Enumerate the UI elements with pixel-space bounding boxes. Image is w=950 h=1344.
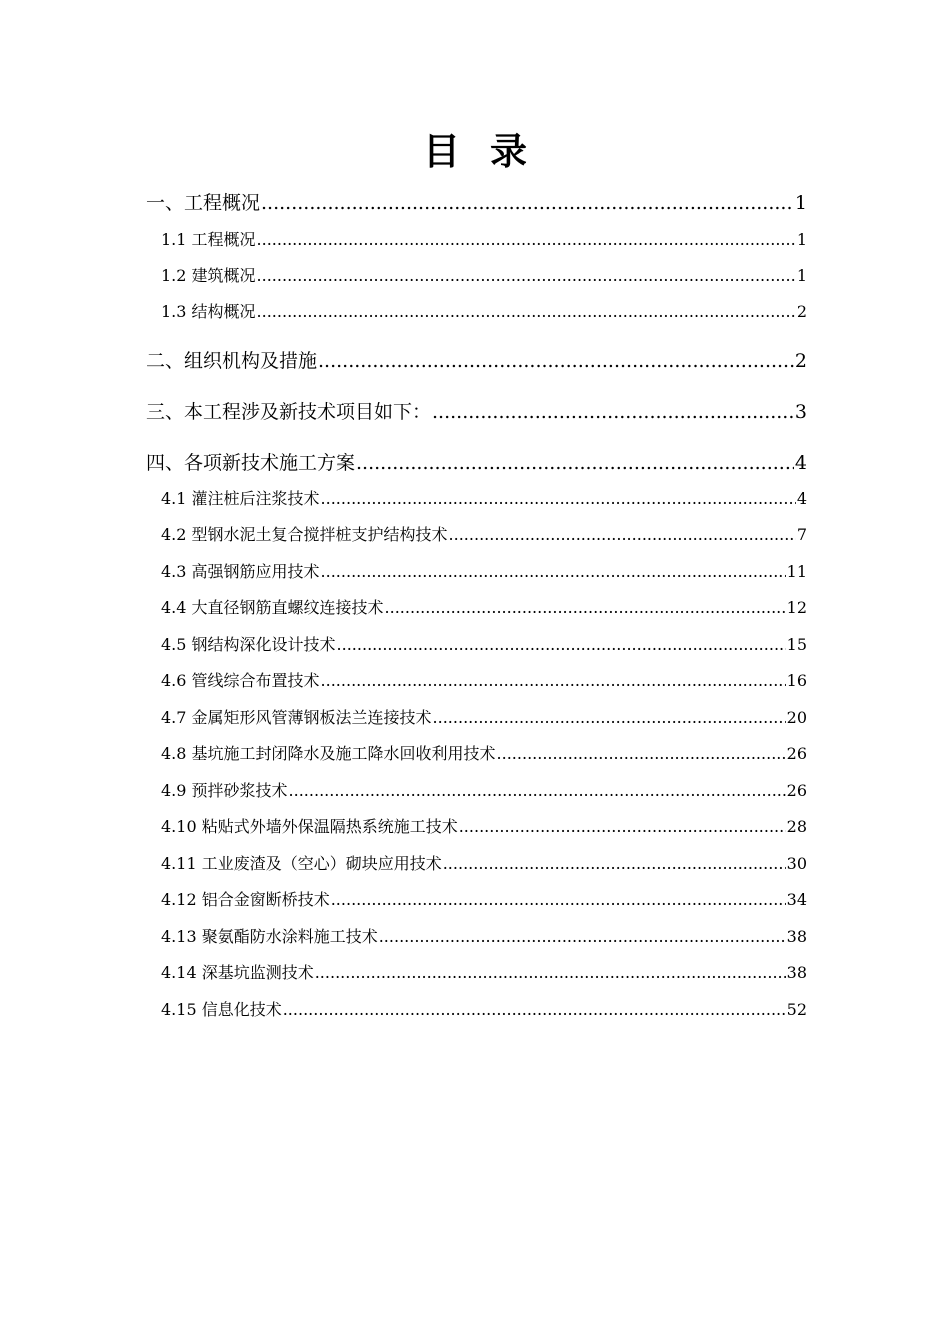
toc-entry-label: 1.3 结构概况 <box>161 302 256 321</box>
toc-entry-page: 38 <box>786 963 807 982</box>
toc-leader-dots <box>379 927 786 946</box>
toc-entry-label: 三、本工程涉及新技术项目如下： <box>146 401 432 423</box>
title-char-1: 目 <box>423 130 460 173</box>
toc-entry-page: 30 <box>786 854 807 873</box>
toc-leader-dots <box>331 890 786 909</box>
toc-leader-dots <box>497 744 786 763</box>
toc-leader-dots <box>443 854 786 873</box>
toc-entry[interactable] <box>146 188 807 218</box>
toc-entry-page: 4 <box>794 452 807 474</box>
toc-entry-page: 26 <box>786 744 807 763</box>
toc-entry-page: 34 <box>786 890 807 909</box>
toc-entry-label: 4.3 高强钢筋应用技术 <box>161 562 320 581</box>
toc-entry-label: 4.11 工业废渣及（空心）砌块应用技术 <box>161 854 442 873</box>
toc-entry[interactable] <box>161 486 807 510</box>
toc-entry-page: 2 <box>794 350 807 372</box>
toc-entry-page: 4 <box>796 489 807 508</box>
toc-leader-dots <box>321 671 786 690</box>
toc-entry-label: 二、组织机构及措施 <box>146 350 318 372</box>
toc-leader-dots <box>337 635 786 654</box>
toc-entry-page: 1 <box>796 266 807 285</box>
toc-entry[interactable] <box>161 227 807 251</box>
toc-leader-dots <box>257 266 796 285</box>
toc-entry-label: 4.13 聚氨酯防水涂料施工技术 <box>161 927 378 946</box>
toc-entry-label: 1.2 建筑概况 <box>161 266 256 285</box>
toc-entry[interactable] <box>161 960 807 984</box>
toc-entry-label: 4.9 预拌砂浆技术 <box>161 781 288 800</box>
toc-entry-page: 2 <box>796 302 807 321</box>
toc-entry-page: 20 <box>786 708 807 727</box>
toc-entry-page: 52 <box>786 1000 807 1019</box>
toc-entry[interactable] <box>161 632 807 656</box>
toc-entry[interactable] <box>146 397 807 427</box>
toc-leader-dots <box>459 817 786 836</box>
toc-entry-page: 7 <box>796 525 807 544</box>
toc-leader-dots <box>315 963 786 982</box>
toc-entry-label: 一、工程概况 <box>146 192 261 214</box>
toc-leader-dots <box>432 401 794 423</box>
toc-entry[interactable] <box>161 522 807 546</box>
toc-entry[interactable] <box>146 448 807 478</box>
toc-entry[interactable] <box>161 887 807 911</box>
toc-leader-dots <box>433 708 786 727</box>
toc-entry[interactable] <box>161 851 807 875</box>
toc-entry-page: 1 <box>794 192 807 214</box>
toc-leader-dots <box>289 781 786 800</box>
toc-entry[interactable] <box>161 814 807 838</box>
toc-entry[interactable] <box>161 778 807 802</box>
toc-entry-label: 4.1 灌注桩后注浆技术 <box>161 489 320 508</box>
toc-entry-label: 4.10 粘贴式外墙外保温隔热系统施工技术 <box>161 817 458 836</box>
toc-entry-label: 4.8 基坑施工封闭降水及施工降水回收利用技术 <box>161 744 496 763</box>
toc-entry[interactable] <box>161 559 807 583</box>
toc-entry-label: 4.6 管线综合布置技术 <box>161 671 320 690</box>
toc-entry[interactable] <box>161 997 807 1021</box>
toc-leader-dots <box>449 525 796 544</box>
toc-entry[interactable] <box>161 741 807 765</box>
toc-entry-label: 4.15 信息化技术 <box>161 1000 282 1019</box>
toc-entry-page: 12 <box>786 598 807 617</box>
toc-entry[interactable] <box>161 595 807 619</box>
toc-entry-page: 26 <box>786 781 807 800</box>
toc-entry-label: 4.4 大直径钢筋直螺纹连接技术 <box>161 598 384 617</box>
toc-entry[interactable] <box>161 299 807 323</box>
toc-entry[interactable] <box>146 346 807 376</box>
toc-entry-page: 38 <box>786 927 807 946</box>
toc-entry-page: 15 <box>786 635 807 654</box>
toc-entry-page: 1 <box>796 230 807 249</box>
toc-entry-page: 16 <box>786 671 807 690</box>
toc-entry-label: 4.5 钢结构深化设计技术 <box>161 635 336 654</box>
toc-leader-dots <box>283 1000 786 1019</box>
toc-entry-label: 4.14 深基坑监测技术 <box>161 963 314 982</box>
toc-entry-label: 4.2 型钢水泥土复合搅拌桩支护结构技术 <box>161 525 448 544</box>
title-char-2: 录 <box>490 130 527 173</box>
toc-entry[interactable] <box>161 924 807 948</box>
toc-leader-dots <box>385 598 786 617</box>
toc-leader-dots <box>321 489 796 508</box>
toc-entry-label: 4.7 金属矩形风管薄钢板法兰连接技术 <box>161 708 432 727</box>
toc-leader-dots <box>356 452 794 474</box>
toc-entry-page: 28 <box>786 817 807 836</box>
toc-entry-page: 3 <box>794 401 807 423</box>
toc-leader-dots <box>257 302 796 321</box>
toc-leader-dots <box>257 230 796 249</box>
toc-leader-dots <box>321 562 786 581</box>
toc-entry[interactable] <box>161 668 807 692</box>
toc-entry[interactable] <box>161 263 807 287</box>
toc-entry[interactable] <box>161 705 807 729</box>
toc-entry-label: 四、各项新技术施工方案 <box>146 452 356 474</box>
toc-entry-page: 11 <box>786 562 807 581</box>
toc-entry-label: 1.1 工程概况 <box>161 230 256 249</box>
toc-entry-label: 4.12 铝合金窗断桥技术 <box>161 890 330 909</box>
toc-leader-dots <box>318 350 794 372</box>
toc-leader-dots <box>261 192 794 214</box>
page-title <box>0 128 950 176</box>
